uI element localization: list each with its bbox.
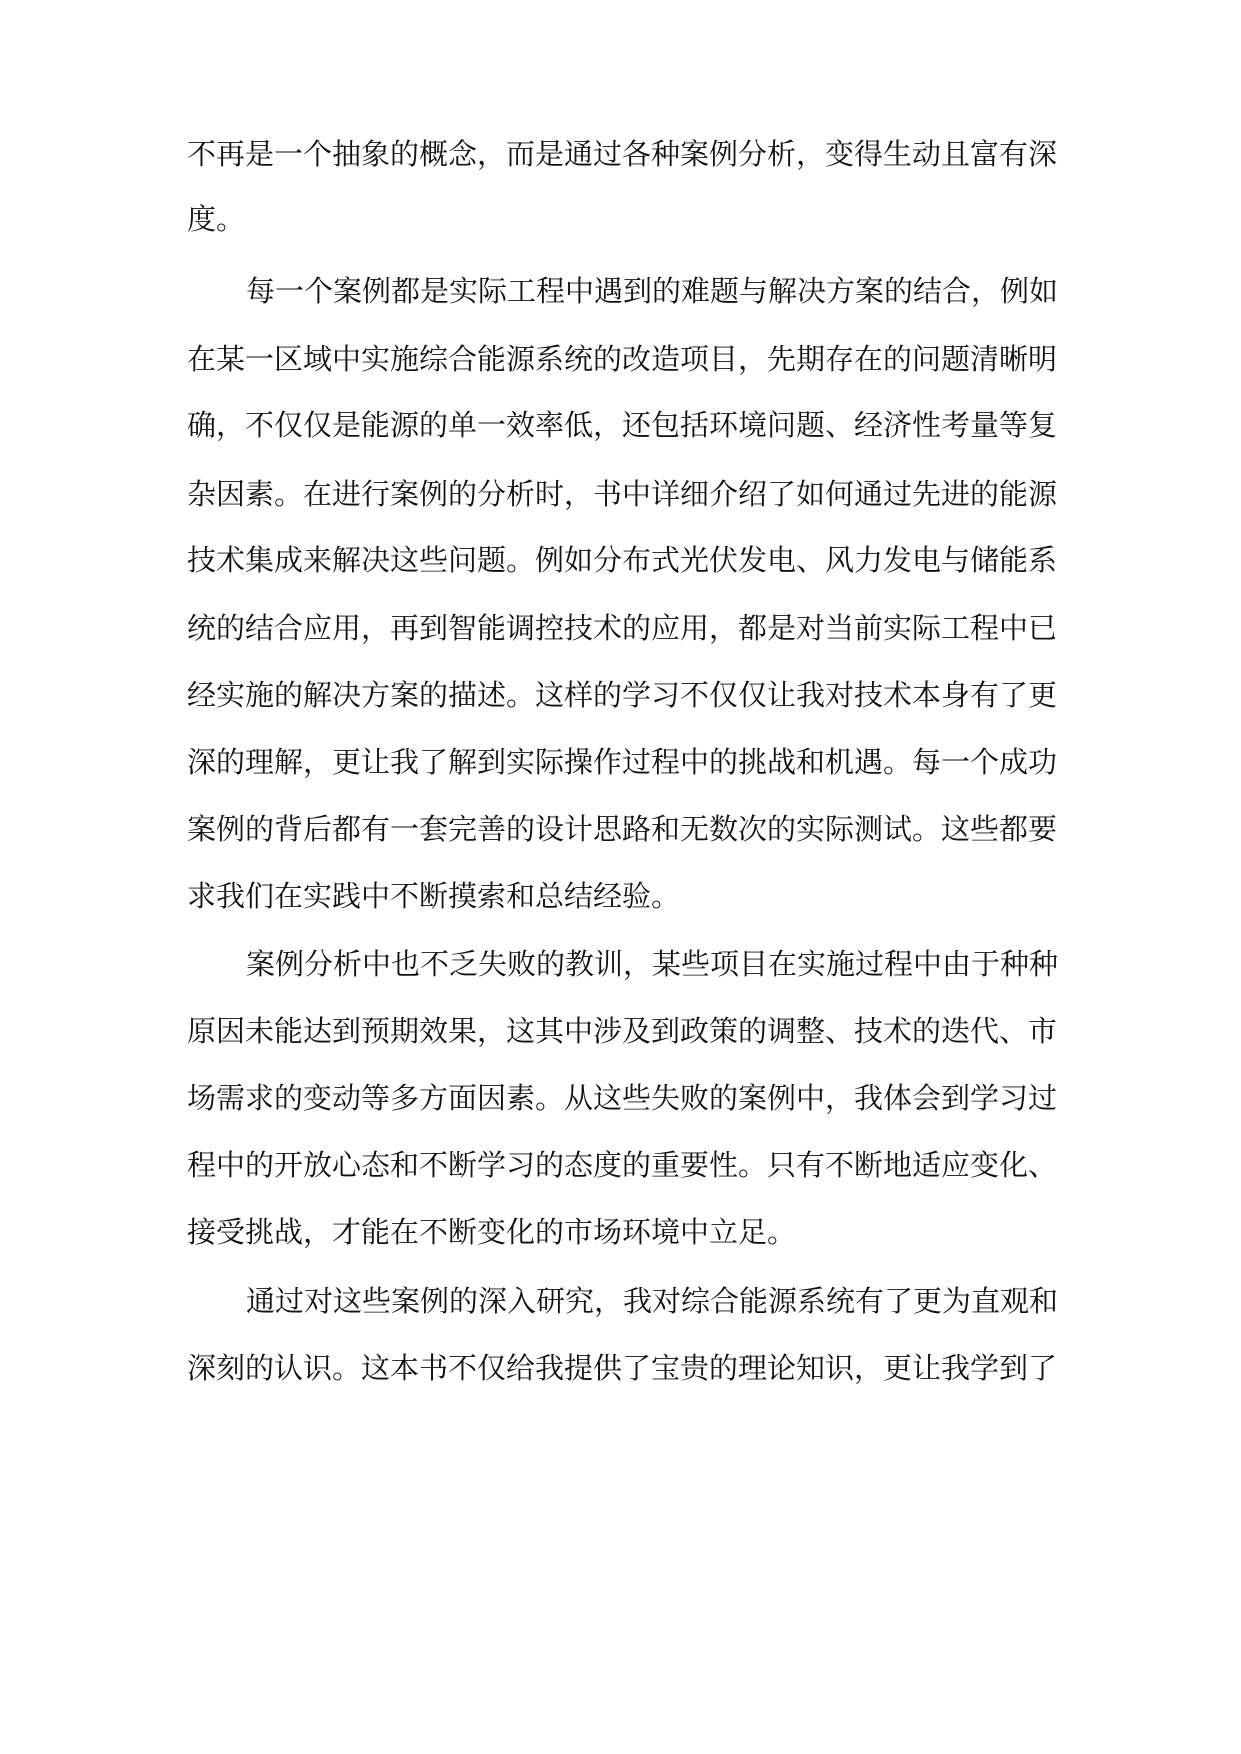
text-line-6: 杂因素。在进行案例的分析时，书中详细介绍了如何通过先进的能源 (187, 477, 1058, 511)
text-line-9: 经实施的解决方案的描述。这样的学习不仅仅让我对技术本身有了更 (187, 678, 1058, 712)
text-line-8: 统的结合应用，再到智能调控技术的应用，都是对当前实际工程中已 (187, 611, 1058, 645)
text-line-10: 深的理解，更让我了解到实际操作过程中的挑战和机遇。每一个成功 (187, 745, 1058, 779)
text-line-15: 场需求的变动等多方面因素。从这些失败的案例中，我体会到学习过 (187, 1081, 1058, 1115)
text-line-2: 度。 (187, 202, 246, 236)
text-line-1: 不再是一个抽象的概念，而是通过各种案例分析，变得生动且富有深 (187, 137, 1058, 171)
text-line-11: 案例的背后都有一套完善的设计思路和无数次的实际测试。这些都要 (187, 812, 1058, 846)
text-line-7: 技术集成来解决这些问题。例如分布式光伏发电、风力发电与储能系 (187, 543, 1058, 577)
text-line-18: 通过对这些案例的深入研究，我对综合能源系统有了更为直观和 (246, 1284, 1059, 1318)
text-line-13: 案例分析中也不乏失败的教训，某些项目在实施过程中由于种种 (246, 947, 1059, 981)
text-line-19: 深刻的认识。这本书不仅给我提供了宝贵的理论知识，更让我学到了 (187, 1351, 1058, 1385)
text-line-12: 求我们在实践中不断摸索和总结经验。 (187, 879, 681, 913)
text-line-4: 在某一区域中实施综合能源系统的改造项目，先期存在的问题清晰明 (187, 342, 1058, 376)
text-line-16: 程中的开放心态和不断学习的态度的重要性。只有不断地适应变化、 (187, 1148, 1058, 1182)
text-line-17: 接受挑战，才能在不断变化的市场环境中立足。 (187, 1215, 797, 1249)
text-line-3: 每一个案例都是实际工程中遇到的难题与解决方案的结合，例如 (246, 274, 1059, 308)
text-line-5: 确，不仅仅是能源的单一效率低，还包括环境问题、经济性考量等复 (187, 408, 1058, 442)
text-line-14: 原因未能达到预期效果，这其中涉及到政策的调整、技术的迭代、市 (187, 1014, 1058, 1048)
